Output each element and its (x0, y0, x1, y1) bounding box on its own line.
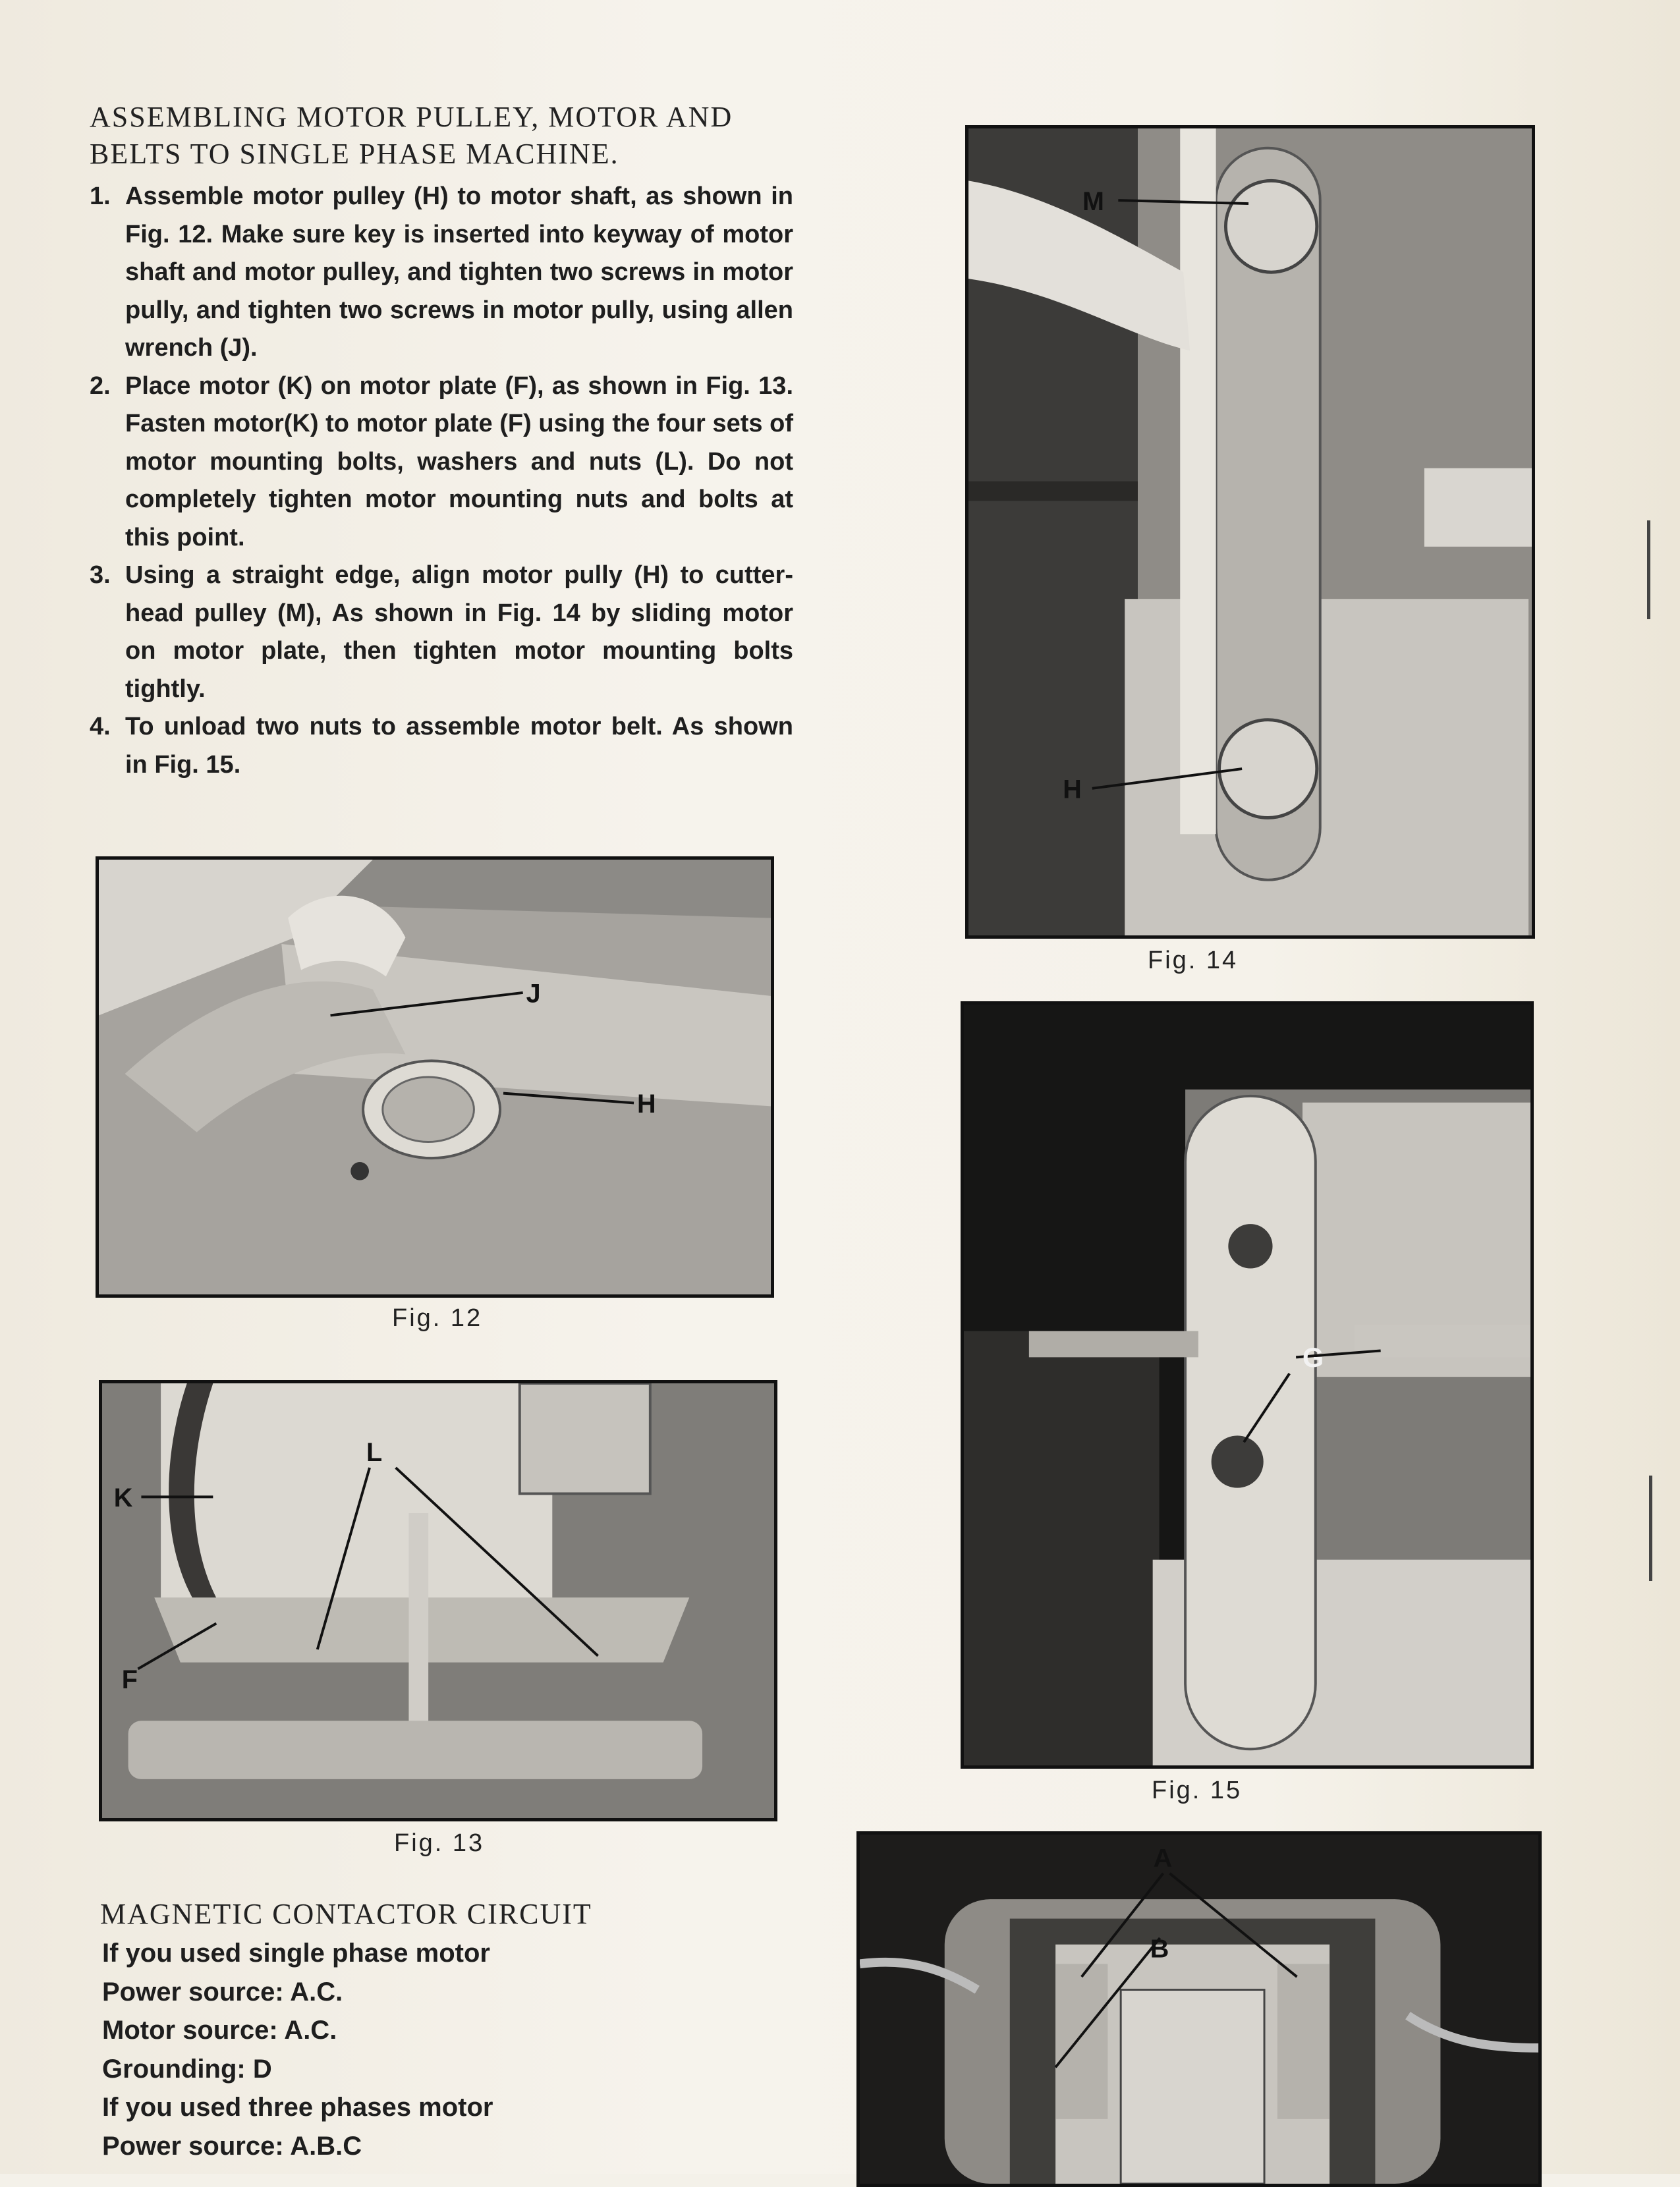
section-heading (90, 99, 795, 173)
label-k: K (113, 1483, 133, 1513)
magnetic-contactor-lines (102, 1934, 493, 2165)
label-h: H (1063, 775, 1082, 804)
step-3 (90, 557, 793, 708)
figure-14-caption: Fig. 14 (1148, 947, 1239, 974)
figure-12-caption: Fig. 12 (392, 1304, 483, 1332)
figure-15-photo (961, 1001, 1534, 1769)
label-j: J (526, 979, 541, 1009)
step-number: 1. (90, 182, 111, 210)
label-g: G (1302, 1342, 1324, 1373)
label-l: L (366, 1438, 383, 1468)
mc-line: Motor source: A.C. (102, 2016, 337, 2045)
label-b: B (1150, 1934, 1169, 1964)
label-m: M (1082, 186, 1104, 217)
label-f: F (121, 1665, 138, 1694)
step-text: Using a straight edge, align motor pully (H) to cutter-head pulley (M), As shown in Fig. 14 by sliding motor on motor plate, then tighten motor mounting bolts tightly. (125, 561, 793, 703)
heading-line-1: ASSEMBLING MOTOR PULLEY, MOTOR AND (90, 101, 733, 133)
step-1 (90, 178, 793, 368)
assembly-steps (90, 178, 793, 784)
step-text: Place motor (K) on motor plate (F), as shown in Fig. 13. Fasten motor(K) to motor plate (F) using the four sets of motor mounting bolts, washers and nuts (L). Do not completely tighten motor mounting nuts and bolts at this point. (125, 372, 793, 551)
figure-16-photo (856, 1831, 1542, 2187)
step-text: Assemble motor pulley (H) to motor shaft, as shown in Fig. 12. Make sure key is inserted into keyway of motor shaft and motor pulley, and tighten two screws in motor pully, and tighten two screws in motor pully, using allen wrench (J). (125, 182, 793, 362)
mc-line: If you used three phases motor (102, 2093, 493, 2122)
binding-mark (1647, 520, 1650, 619)
figure-13-photo (99, 1380, 777, 1821)
mc-line: If you used single phase motor (102, 1939, 490, 1968)
figure-12-photo (96, 856, 774, 1298)
figure-14-photo (965, 125, 1535, 939)
step-text: To unload two nuts to assemble motor belt. As shown in Fig. 15. (125, 713, 793, 779)
figure-13-caption: Fig. 13 (394, 1829, 485, 1857)
figure-15-caption: Fig. 15 (1152, 1777, 1243, 1804)
label-a: A (1153, 1844, 1173, 1873)
step-number: 3. (90, 561, 111, 589)
step-number: 4. (90, 713, 111, 740)
step-2 (90, 368, 793, 557)
mc-line: Power source: A.B.C (102, 2131, 362, 2161)
step-4 (90, 708, 793, 784)
step-number: 2. (90, 372, 111, 400)
heading-line-2: BELTS TO SINGLE PHASE MACHINE. (90, 138, 619, 170)
label-h: H (636, 1090, 656, 1119)
magnetic-contactor-title: MAGNETIC CONTACTOR CIRCUIT (100, 1898, 592, 1930)
mc-line: Grounding: D (102, 2054, 272, 2084)
binding-mark (1649, 1476, 1652, 1581)
mc-line: Power source: A.C. (102, 1977, 343, 2007)
